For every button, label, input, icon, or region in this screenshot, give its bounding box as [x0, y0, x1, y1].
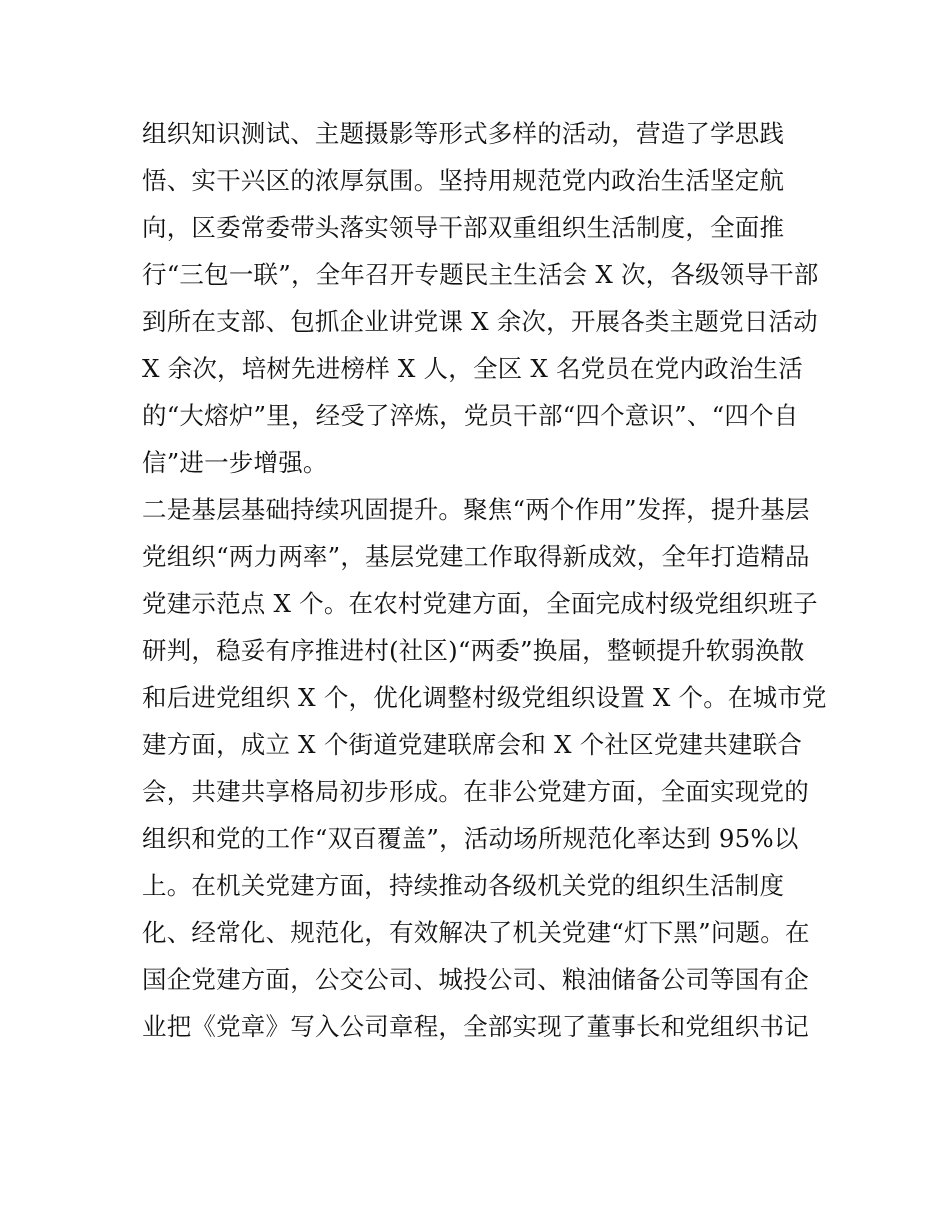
text-line-15: 会，共建共享格局初步形成。在非公党建方面，全面实现党的 — [142, 777, 809, 806]
text-line-17: 上。在机关党建方面，持续推动各级机关党的组织生活制度 — [142, 871, 785, 900]
text-line-1: 组织知识测试、主题摄影等形式多样的活动，营造了学思践 — [142, 119, 785, 148]
text-line-9: 二是基层基础持续巩固提升。聚焦“两个作用”发挥，提升基层 — [142, 495, 810, 524]
text-line-8: 信”进一步增强。 — [142, 448, 328, 477]
text-line-2: 悟、实干兴区的浓厚氛围。坚持用规范党内政治生活坚定航 — [142, 166, 785, 195]
text-line-20: 业把《党章》写入公司章程，全部实现了董事长和党组织书记 — [142, 1012, 809, 1041]
text-line-19: 国企党建方面，公交公司、城投公司、粮油储备公司等国有企 — [142, 965, 809, 994]
text-line-10: 党组织“两力两率”，基层党建工作取得新成效，全年打造精品 — [142, 542, 810, 571]
text-line-6: X 余次，培树先进榜样 X 人，全区 X 名党员在党内政治生活 — [142, 354, 803, 383]
text-line-11: 党建示范点 X 个。在农村党建方面，全面完成村级党组织班子 — [142, 589, 818, 618]
text-line-5: 到所在支部、包抓企业讲党课 X 余次，开展各类主题党日活动 — [142, 307, 818, 336]
text-line-13: 和后进党组织 X 个，优化调整村级党组织设置 X 个。在城市党 — [142, 683, 827, 712]
text-line-3: 向，区委常委带头落实领导干部双重组织生活制度，全面推 — [142, 213, 785, 242]
text-line-4: 行“三包一联”，全年召开专题民主生活会 X 次，各级领导干部 — [142, 260, 819, 289]
document-body-text — [142, 110, 827, 1050]
text-line-18: 化、经常化、规范化，有效解决了机关党建“灯下黑”问题。在 — [142, 918, 810, 947]
text-line-12: 研判，稳妥有序推进村(社区)“两委”换届，整顿提升软弱涣散 — [142, 636, 805, 665]
text-line-7: 的“大熔炉”里，经受了淬炼，党员干部“四个意识”、“四个自 — [142, 401, 799, 430]
text-line-16: 组织和党的工作“双百覆盖”，活动场所规范化率达到 95%以 — [142, 824, 799, 853]
text-line-14: 建方面，成立 X 个街道党建联席会和 X 个社区党建共建联合 — [142, 730, 803, 759]
